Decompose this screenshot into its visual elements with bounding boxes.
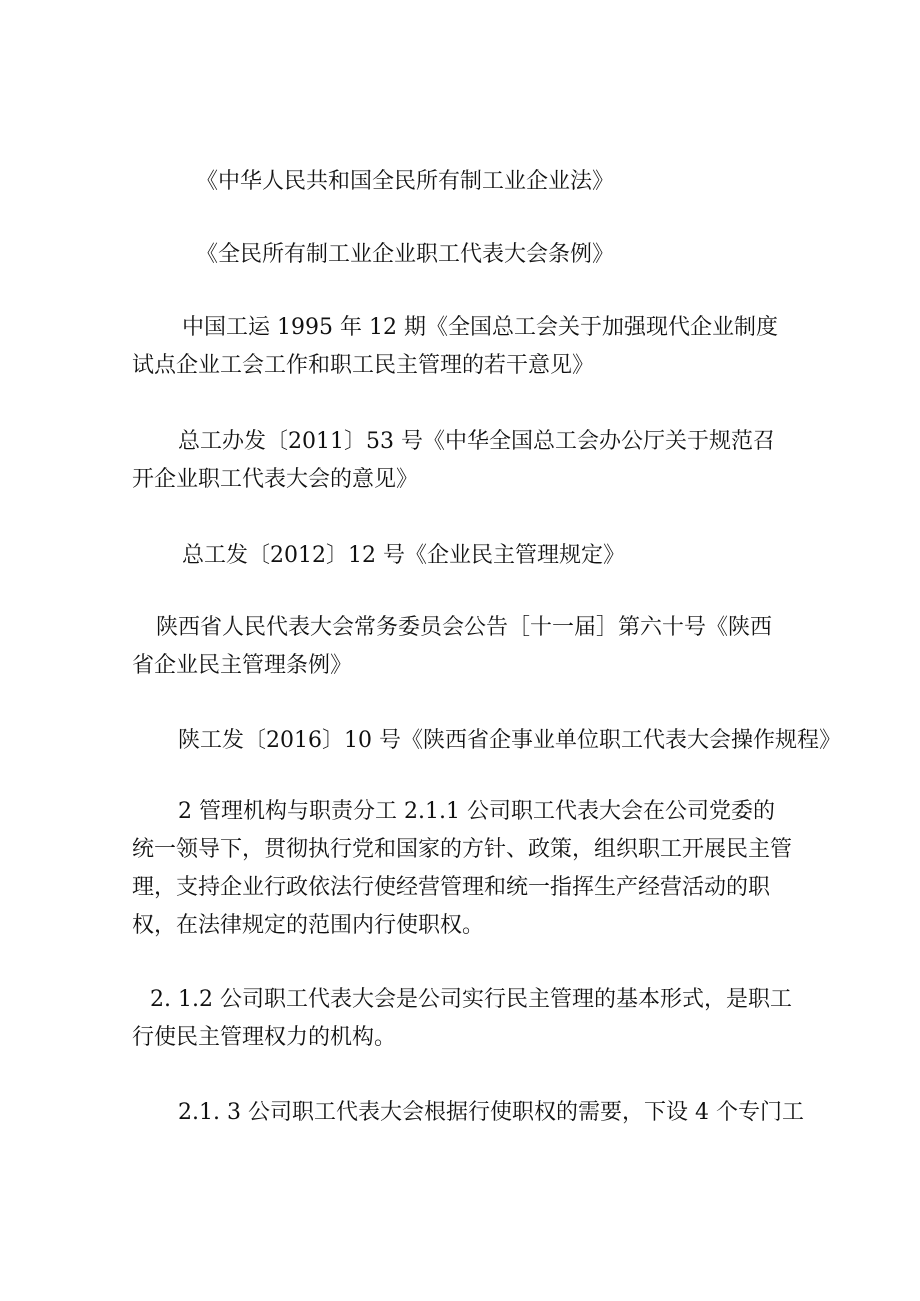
section-2-1-3-paragraph: 2.1. 3 公司职工代表大会根据行使职权的需要，下设 4 个专门工 — [178, 1100, 804, 1125]
reference-shaanxi-regulation: 陕西省人民代表大会常务委员会公告［十一届］第六十号《陕西省企业民主管理条例》 — [132, 615, 773, 678]
reference-acftu-1995-opinion: 中国工运 1995 年 12 期《全国总工会关于加强现代企业制度试点企业工会工作和职工民主管理的若干意见》 — [132, 315, 778, 378]
reference-acftu-2011-opinion: 总工办发〔2011〕53 号《中华全国总工会办公厅关于规范召开企业职工代表大会的意见》 — [132, 429, 775, 492]
reference-law-industrial-enterprise: 《中华人民共和国全民所有制工业企业法》 — [196, 169, 615, 194]
reference-democratic-management-provisions: 总工发〔2012〕12 号《企业民主管理规定》 — [182, 543, 625, 568]
reference-workers-congress-regulation: 《全民所有制工业企业职工代表大会条例》 — [196, 242, 615, 267]
section-2-1-2-paragraph: 2. 1.2 公司职工代表大会是公司实行民主管理的基本形式，是职工行使民主管理权力的机构。 — [132, 987, 792, 1050]
section-2-1-1-paragraph: 2 管理机构与职责分工 2.1.1 公司职工代表大会在公司党委的统一领导下，贯彻执行党和国家的方针、政策，组织职工开展民主管理，支持企业行政依法行使经营管理和统一指挥生产经营活动的职权，在法律规定的范围内行使职权。 — [132, 799, 793, 938]
reference-shaanxi-operating-rules: 陕工发〔2016〕10 号《陕西省企事业单位职工代表大会操作规程》 — [178, 728, 841, 753]
